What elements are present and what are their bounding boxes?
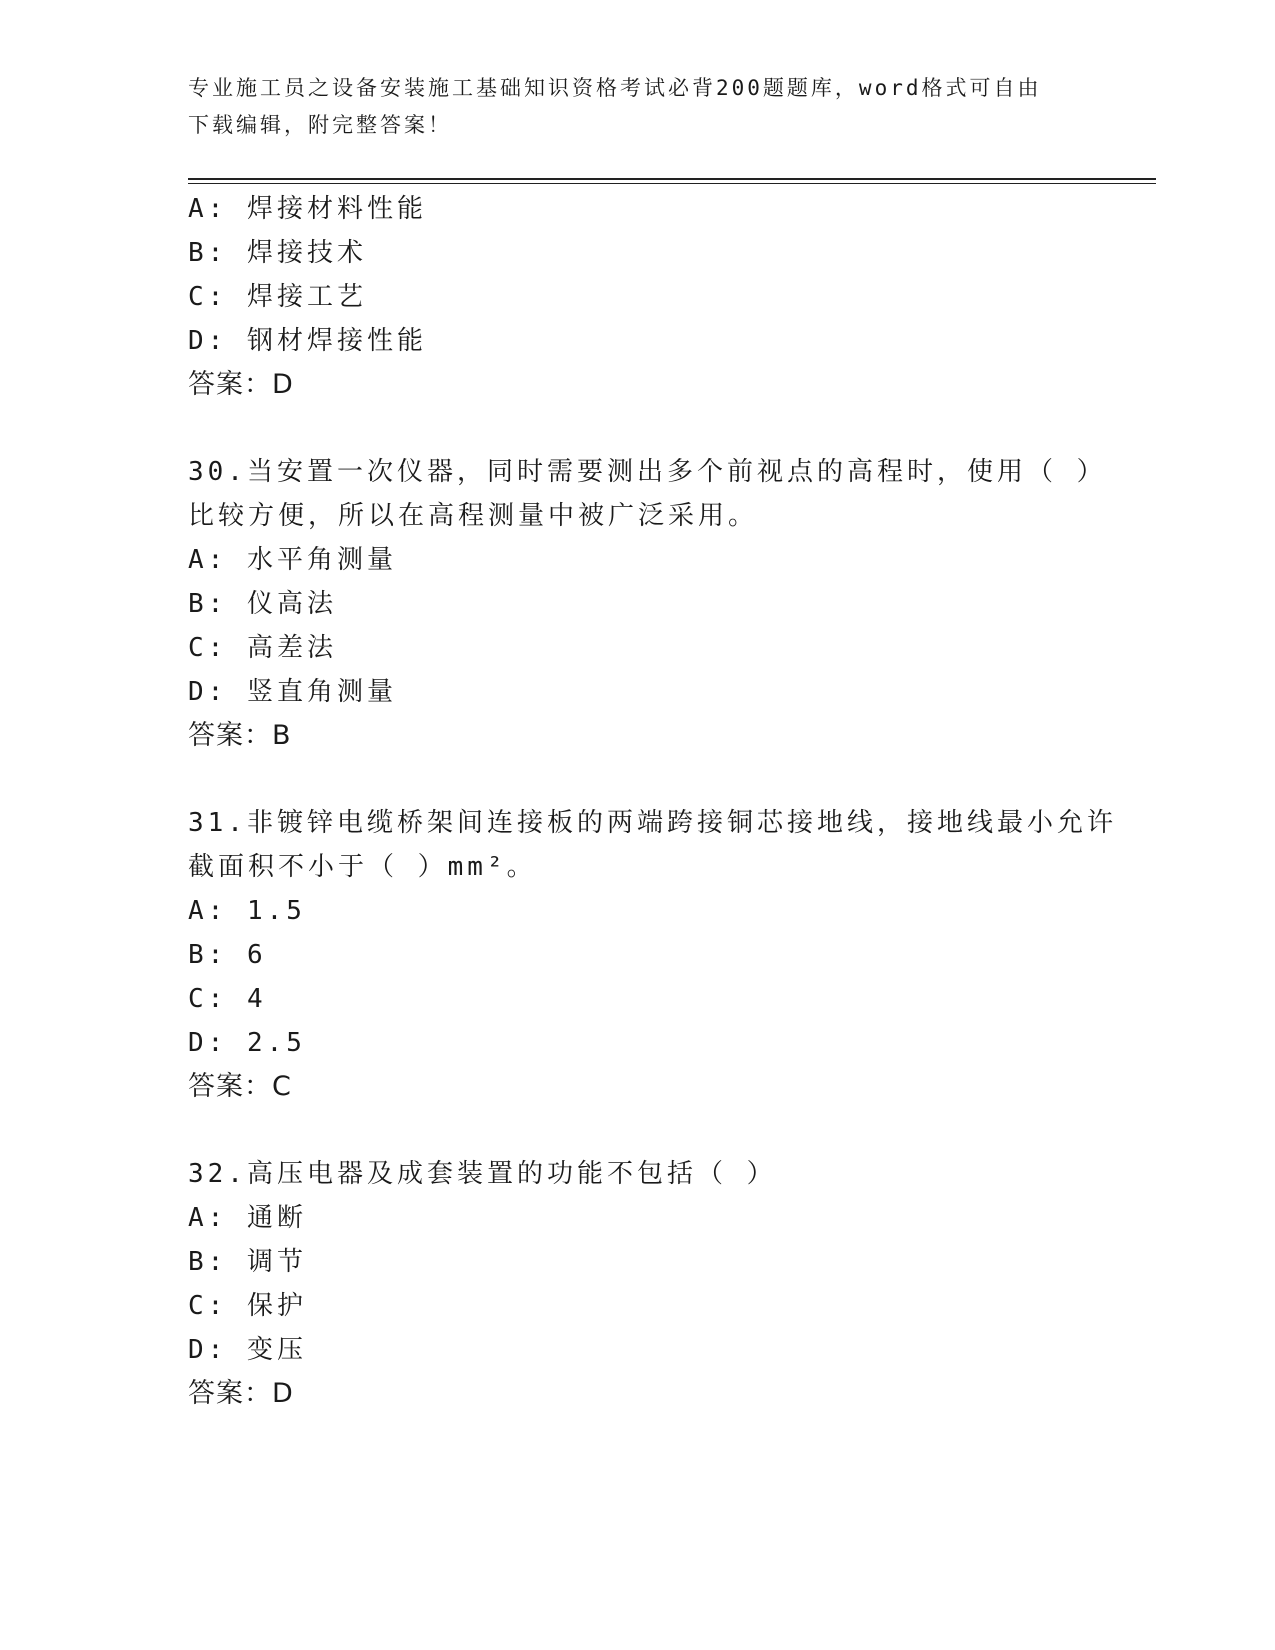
q32-option-a: A: 通断 — [188, 1203, 307, 1233]
q31-option-c: C: 4 — [188, 984, 267, 1014]
prev-option-a: A: 焊接材料性能 — [188, 194, 427, 224]
q31-stem-line-1: 31.非镀锌电缆桥架间连接板的两端跨接铜芯接地线，接地线最小允许 — [188, 808, 1117, 838]
prev-option-c: C: 焊接工艺 — [188, 282, 367, 312]
q30-stem-line-2: 比较方便，所以在高程测量中被广泛采用。 — [188, 501, 759, 531]
q32-answer: 答案：D — [188, 1378, 294, 1409]
q30-option-c: C: 高差法 — [188, 633, 337, 663]
q32-option-b: B: 调节 — [188, 1247, 307, 1277]
q32-option-c: C: 保护 — [188, 1291, 307, 1321]
q31-answer: 答案：C — [188, 1071, 292, 1102]
prev-option-d: D: 钢材焊接性能 — [188, 326, 427, 356]
header-divider-thick — [188, 178, 1156, 180]
prev-option-b: B: 焊接技术 — [188, 238, 367, 268]
header-line-2: 下载编辑，附完整答案！ — [188, 113, 452, 137]
q32-option-d: D: 变压 — [188, 1335, 307, 1365]
q30-option-d: D: 竖直角测量 — [188, 677, 397, 707]
document-header — [188, 70, 1068, 144]
q30-option-b: B: 仪高法 — [188, 589, 337, 619]
prev-answer: 答案：D — [188, 369, 294, 400]
header-divider-thin — [188, 183, 1156, 184]
q31-option-a: A: 1.5 — [188, 896, 306, 926]
q31-option-b: B: 6 — [188, 940, 267, 970]
q30-answer: 答案：B — [188, 720, 292, 751]
q30-stem-line-1: 30.当安置一次仪器，同时需要测出多个前视点的高程时，使用（ ） — [188, 457, 1107, 487]
q31-stem-line-2: 截面积不小于（ ）mm²。 — [188, 852, 537, 882]
q32-stem-line-1: 32.高压电器及成套装置的功能不包括（ ） — [188, 1159, 777, 1189]
q31-option-d: D: 2.5 — [188, 1028, 306, 1058]
q30-option-a: A: 水平角测量 — [188, 545, 397, 575]
header-line-1: 专业施工员之设备安装施工基础知识资格考试必背200题题库，word格式可自由 — [188, 76, 1042, 100]
